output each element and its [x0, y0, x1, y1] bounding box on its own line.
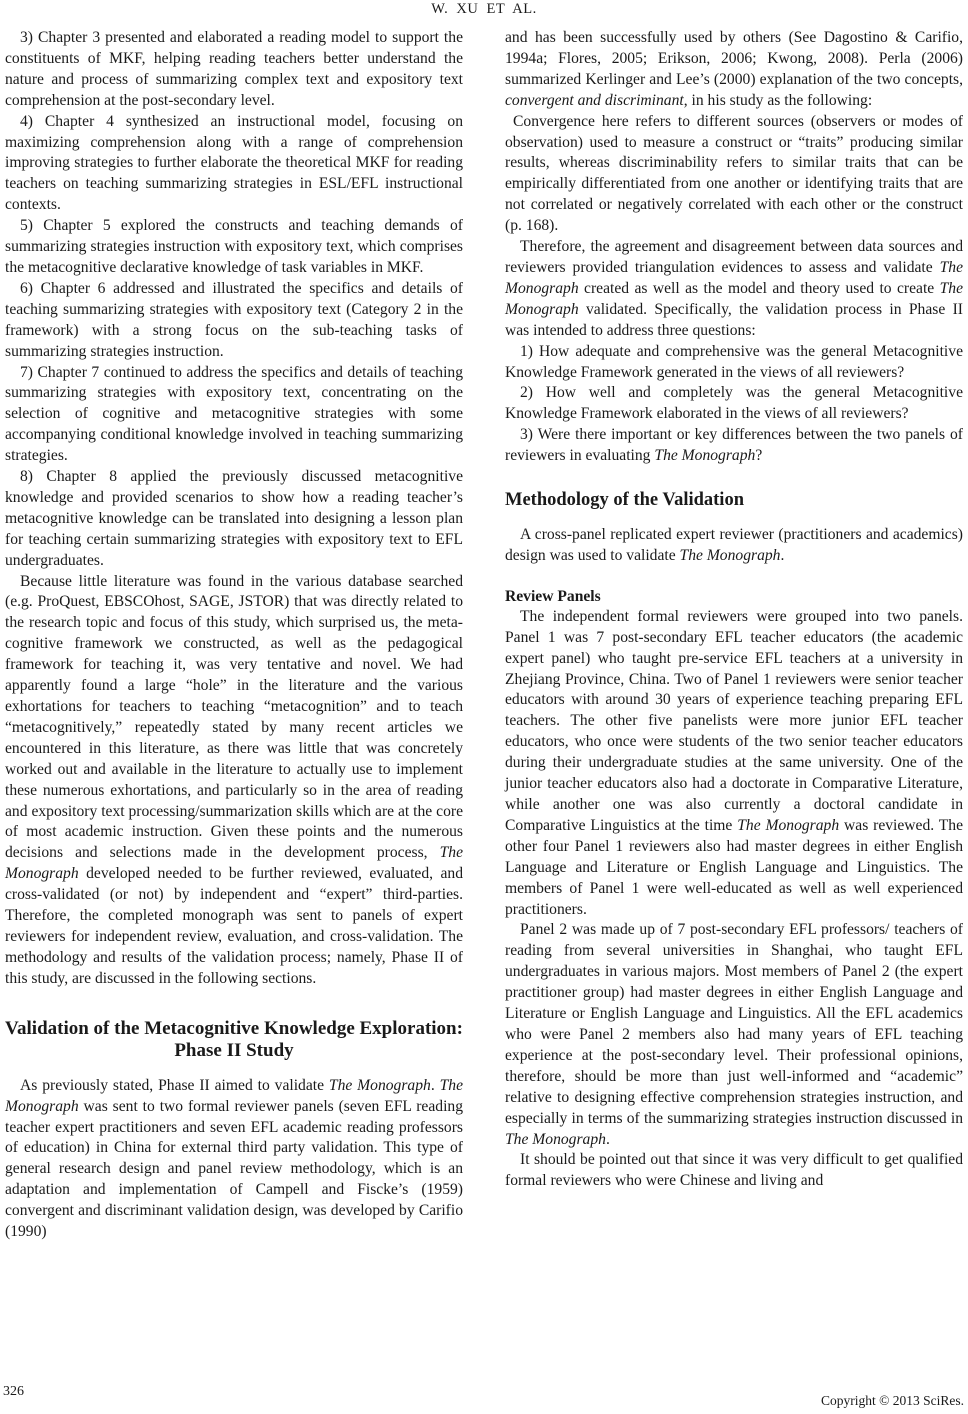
text-run: A cross-panel replicated expert reviewer (practitioners and academics) design was used to validate	[505, 526, 963, 564]
monograph-title: The Monograph	[505, 279, 963, 318]
paragraph-reviewer-note: It should be pointed out that since it was very difficult to get qualified formal reviewers who were Chinese and living and	[505, 1151, 963, 1190]
section-heading-validation: Validation of the Metacognitive Knowledge Exploration: Phase II Study	[5, 1017, 463, 1061]
monograph-title: The Monograph	[679, 546, 781, 564]
section-heading-methodology: Methodology of the Validation	[505, 490, 744, 511]
left-column	[5, 28, 463, 1243]
text-run: Panel 2 was made up of 7 post-secondary EFL professors/ teachers of reading from several universities in Shanghai, who taught EFL undergraduates in various majors. Most members of Panel 2 (the expert practitioner group) had master degrees in either English Language and Literature or English Language and Linguistics. All the EFL academics who were Panel 2 members also had many years of EFL teaching experience at the post-secondary level. Their professional opinions, therefore, should be more than just well-informed and “academic” relative to designing effective comprehension strategies instruction, and especially in terms of the summarizing strategies instruction discussed in	[505, 921, 963, 1127]
paragraph-chapter-7: 7) Chapter 7 continued to address the specifics and details of teaching summarizing strategies with expository text, concentrating on the selection of cognitive and metacognitive strategies with some accompanying conditional knowledge involved in teaching summarizing strategies.	[5, 363, 463, 465]
emphasis-convergent-discriminant: convergent and discriminant	[505, 91, 684, 109]
monograph-title: The Monograph	[505, 1130, 606, 1148]
paragraph-phase-ii-aim	[5, 1076, 463, 1243]
text-run: was sent to two formal reviewer panels (seven EFL reading teacher expert practitioners and seven EFL academic reading professors of education) in China for external third party validation. This type of general research design and panel review methodology, which is an adaptation and implementation of Campell and Fiscke’s (1959) convergent and discriminant validation design, was developed by Carifio (1990)	[5, 1097, 463, 1241]
text-run: The independent formal reviewers were grouped into two panels. Panel 1 was 7 post-secondary EFL teacher educators (the academic expert panel) who taught pre-service EFL teachers at a university in Zhejiang Province, China. Two of Panel 1 reviewers were senior teacher educators with around 30 years of experience teaching preparing EFL teachers. The other five panelists were more junior EFL teacher educators, who once were students of the two senior teacher educators during their undergraduate studies at the same university. One of the junior teacher educators also had a doctorate in Comparative Literature, while another one was also currently a doctoral candidate in Comparative Linguistics at the time	[505, 607, 963, 834]
monograph-title: The Monograph	[5, 1076, 463, 1115]
page-number: 326	[3, 1384, 24, 1399]
text-run: Because little literature was found in the various database searched (e.g. ProQuest, EBSCOhost, SAGE, JSTOR) that was directly related to the research topic and focus of this study, which surprised us, the meta-cognitive framework we constructed, as well as the pedagogical framework for teaching it, was very tentative and novel. We had apparently found a large “hole” in the literature and the various exhortations for teachers to teaching “metacognition” and to teach “metacognitively,” repeatedly stated by many recent articles we encountered in this literature, as there was little that was concretely worked out and available in the literature to actually use to implement these numerous exhortations, and particularly so in the area of reading and expository text processing/summarization skills which are at the core of most academic instruction. Given these points and the numerous decisions and selections made in the development process,	[5, 572, 463, 862]
paragraph-design	[505, 525, 963, 567]
monograph-title: The Monograph	[505, 258, 963, 297]
monograph-title: The Monograph	[328, 1076, 431, 1094]
paragraph-panel-2	[505, 920, 963, 1150]
text-run: .	[430, 1076, 440, 1094]
text-run: .	[605, 1130, 610, 1148]
text-run: and has been successfully used by others (See Dagostino & Carifio, 1994a; Flores, 2005; Erikson, 2006; Kwong, 2008). Perla (2006) summarized Kerlinger and Lee’s (2000) explanation of the two concepts,	[505, 29, 963, 88]
monograph-title: The Monograph	[737, 816, 840, 834]
block-quote: Convergence here refers to different sources (observers or modes of observation) used to measure a construct or “traits” producing similar results, whereas discriminability refers to similar traits that can be empirically differentiated from one another or identifying traits that are not correlated or negatively correlated with each other or the construct (p. 168).	[505, 112, 963, 235]
research-question-2: 2) How well and completely was the general Metacognitive Knowledge Framework elaborated in the views of all reviewers?	[505, 384, 963, 423]
paragraph-chapter-5: 5) Chapter 5 explored the constructs and teaching demands of summarizing strategies instruction with expository text, which comprises the metacognitive declarative knowledge of task variables in MKF.	[5, 217, 463, 276]
paragraph-chapter-3: 3) Chapter 3 presented and elaborated a reading model to support the constituents of MKF, helping reading teachers better understand the nature and process of summarizing complex text and expository text comprehension at the post-secondary level.	[5, 29, 463, 109]
text-run: was reviewed. The other four Panel 1 reviewers also had master degrees in either English Language and Literature or English Language and Linguistics. The members of Panel 1 were well-educated as well as well experienced practitioners.	[505, 816, 964, 918]
text-run: As previously stated, Phase II aimed to validate	[20, 1076, 329, 1094]
copyright-notice: Copyright © 2013 SciRes.	[820, 1393, 964, 1408]
text-run: Therefore, the agreement and disagreement between data sources and reviewers provided triangulation evidences to assess and validate	[505, 238, 963, 276]
research-question-3	[505, 425, 963, 467]
text-run: validated. Specifically, the validation process in Phase II was intended to address three questions:	[505, 300, 963, 339]
paragraph-panel-1	[505, 607, 963, 921]
paragraph-chapter-4: 4) Chapter 4 synthesized an instructional model, focusing on maximizing comprehension along with a range of comprehension improving strategies to further elaborate the theoretical MKF for reading teachers on teaching summarizing strategies in ESL/EFL instructional contexts.	[5, 112, 463, 214]
monograph-title: The Monograph	[654, 447, 756, 465]
text-run: , in his study as the following:	[683, 91, 873, 109]
paragraph-literature-gap	[5, 572, 463, 990]
monograph-title: The Monograph	[5, 844, 463, 883]
running-head: W. XU ET AL.	[431, 1, 537, 17]
paragraph-triangulation	[505, 237, 963, 342]
paragraph-chapter-8: 8) Chapter 8 applied the previously discussed metacognitive knowledge and provided scenarios to show how a reading teacher’s metacognitive knowledge can be translated into designing a lesson plan for teaching certain summarizing strategies with expository text to EFL undergraduates.	[5, 468, 463, 569]
right-column	[505, 28, 963, 1192]
text-run: created as well as the model and theory used to create	[578, 279, 940, 297]
text-run: .	[780, 546, 785, 564]
research-question-1: 1) How adequate and comprehensive was the general Metacognitive Knowledge Framework generated in the views of all reviewers?	[505, 342, 963, 381]
paragraph-continuation	[505, 28, 963, 112]
subsection-heading-review-panels: Review Panels	[505, 587, 601, 605]
text-run: developed needed to be further reviewed, evaluated, and cross-validated (or not) by independent and “expert” third-parties. Therefore, the completed monograph was sent to panels of expert reviewers for independent review, evaluation, and cross-validation. The methodology and results of the validation process; namely, Phase II of this study, are discussed in the following sections.	[5, 865, 463, 987]
text-run: 3) Were there important or key differences between the two panels of reviewers in evaluating	[505, 426, 963, 465]
paragraph-chapter-6: 6) Chapter 6 addressed and illustrated the specifics and details of teaching summarizing strategies with expository text (Category 2 in the framework) with a strong focus on the sub-teaching tasks of summarizing strategies instruction.	[5, 279, 463, 360]
text-run: ?	[755, 447, 763, 465]
